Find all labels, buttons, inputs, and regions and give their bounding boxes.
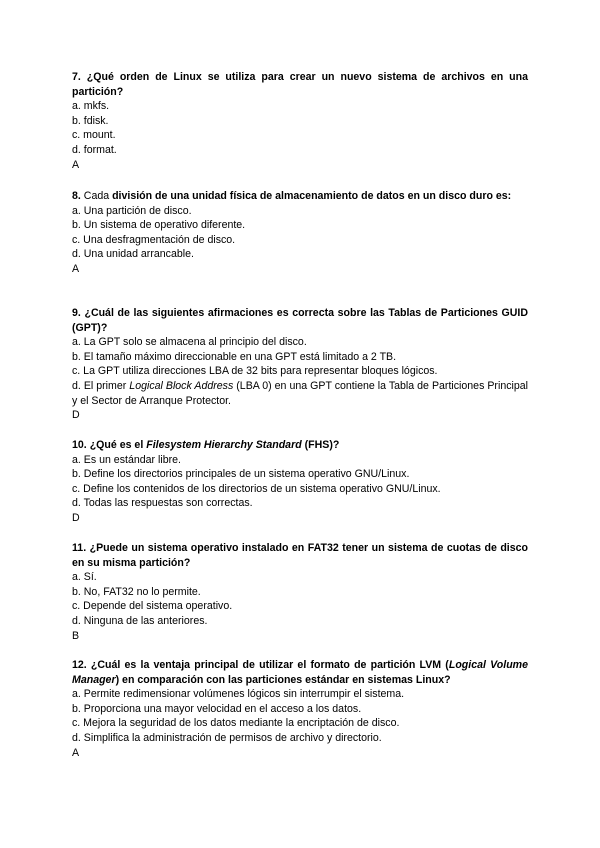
answer: B [72, 629, 80, 642]
question-term: Logical Volume Manager [72, 659, 528, 686]
option-c: c. Mejora la seguridad de los datos mediante la encriptación de disco. [72, 717, 400, 730]
question-text: ¿Qué orden de Linux se utiliza para crear un nuevo sistema de archivos en una partición? [72, 71, 528, 98]
question-title [72, 189, 528, 204]
question-title [72, 541, 528, 570]
answer: D [72, 409, 80, 422]
question-8 [72, 189, 528, 277]
option-d: d. Una unidad arrancable. [72, 248, 194, 261]
option-b: b. fdisk. [72, 114, 109, 127]
question-title [72, 70, 528, 99]
answer: D [72, 511, 80, 524]
question-12 [72, 658, 528, 760]
option-c: c. Una desfragmentación de disco. [72, 233, 236, 246]
question-text-tail: (FHS)? [301, 439, 340, 451]
question-7 [72, 70, 528, 172]
question-text: división de una unidad física de almacenamiento de datos en un disco duro es: [112, 190, 512, 202]
answer: A [72, 746, 80, 759]
option-a: a. Es un estándar libre. [72, 453, 181, 466]
question-number: 11. [72, 542, 87, 554]
option-b: b. Define los directorios principales de un sistema operativo GNU/Linux. [72, 468, 410, 481]
question-title [72, 306, 528, 335]
option-b: b. El tamaño máximo direccionable en una GPT está limitado a 2 TB. [72, 350, 397, 363]
question-number: 7. [72, 71, 81, 83]
option-a: a. Sí. [72, 571, 97, 584]
option-a: a. Permite redimensionar volúmenes lógicos sin interrumpir el sistema. [72, 688, 405, 701]
option-c: c. Define los contenidos de los directorios de un sistema operativo GNU/Linux. [72, 482, 441, 495]
option-c: c. La GPT utiliza direcciones LBA de 32 bits para representar bloques lógicos. [72, 365, 438, 378]
question-term: Filesystem Hierarchy Standard [146, 439, 302, 451]
option-b: b. Proporciona una mayor velocidad en el acceso a los datos. [72, 702, 362, 715]
option-a: a. mkfs. [72, 100, 110, 113]
option-d-term: Logical Block Address [129, 379, 234, 392]
option-a: a. La GPT solo se almacena al principio del disco. [72, 336, 307, 349]
question-11 [72, 541, 528, 643]
option-c: c. mount. [72, 129, 116, 142]
question-9 [72, 306, 528, 423]
question-text: ¿Puede un sistema operativo instalado en FAT32 tener un sistema de cuotas de disco en su misma partición? [72, 542, 528, 569]
option-b: b. Un sistema de operativo diferente. [72, 219, 246, 232]
question-number: 9. [72, 307, 81, 319]
answer: A [72, 158, 80, 171]
option-d: d. Simplifica la administración de permisos de archivo y directorio. [72, 731, 382, 744]
option-c: c. Depende del sistema operativo. [72, 600, 233, 613]
question-number: 12. [72, 659, 87, 671]
option-b: b. No, FAT32 no lo permite. [72, 585, 201, 598]
question-title [72, 438, 528, 453]
question-number: 10. [72, 439, 87, 451]
option-d: d. Ninguna de las anteriores. [72, 614, 208, 627]
question-10 [72, 438, 528, 526]
option-d-lead: d. El primer [72, 379, 130, 392]
question-text: ¿Qué es el [89, 439, 147, 451]
option-d: d. format. [72, 143, 117, 156]
question-title [72, 658, 528, 687]
question-number: 8. [72, 190, 81, 202]
option-a: a. Una partición de disco. [72, 204, 192, 217]
option-d [72, 379, 528, 408]
option-d: d. Todas las respuestas son correctas. [72, 497, 253, 510]
question-text: ¿Cuál de las siguientes afirmaciones es correcta sobre las Tablas de Particiones GUID (GPT)? [72, 307, 528, 334]
answer: A [72, 262, 80, 275]
option-d-tail: (LBA 0) en una GPT contiene la Tabla de Particiones Principal y el Sector de Arranque Protector. [72, 379, 528, 407]
question-text: ¿Cuál es la ventaja principal de utilizar el formato de partición LVM ( [90, 659, 449, 671]
question-text-tail: ) en comparación con las particiones estándar en sistemas Linux? [115, 673, 451, 686]
question-text-lead: Cada [83, 190, 110, 202]
